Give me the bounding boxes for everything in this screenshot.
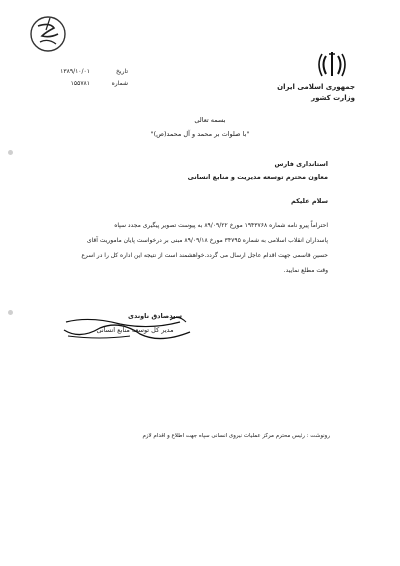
recipient-line-2: معاون محترم توسعه مدیریت و منابع انسانی [187, 173, 328, 181]
ministry-line-1: جمهوری اسلامی ایران [277, 83, 355, 91]
date-label: تاریخ [116, 68, 128, 75]
handwritten-signature [60, 310, 200, 350]
iran-emblem-icon [315, 50, 349, 80]
body-line: حسین قاسمی جهت اقدام عاجل ارسال می گردد.خواهشمند است از نتیجه این اداره کل را در اسرع [81, 252, 328, 259]
greeting: سلام علیکم [291, 197, 328, 205]
signatory-title: مدیر کل توسعه منابع انسانی [96, 326, 174, 334]
ministry-logo-text [277, 82, 355, 104]
ministry-line-2: وزارت کشور [311, 94, 355, 102]
recipient-line-1: استانداری فارس [274, 160, 328, 168]
number-label: شماره [111, 80, 128, 87]
bismillah: بسمه تعالی [194, 116, 226, 124]
date-value: ۱۳۸۹/۱۰/۰۱ [60, 68, 90, 75]
punch-hole [8, 310, 13, 315]
body-line: احتراماً پیرو نامه شماره ۱۹۴۳۷۶۸ مورخ ۸۹/۰۹/۲۲ به پیوست تصویر پیگیری مجدد سپاه [114, 222, 328, 229]
body-line: پاسداران انقلاب اسلامی به شماره ۳۴۷۹۵ مورخ ۸۹/۰۹/۱۸ مبنی بر درخواست پایان ماموریت آقای [86, 237, 328, 244]
signatory-name: سیدصادق ناوندی [127, 312, 182, 320]
body-line: وقت مطلع نمایید. [283, 267, 328, 274]
handwritten-stamp-mark [28, 14, 68, 54]
cc-line: رونوشت : رئیس محترم مرکز عملیات نیروی انسانی سپاه جهت اطلاع و اقدام لازم [142, 433, 330, 439]
number-value: ۱۵۵۷۸۱ [70, 80, 90, 87]
salawat: "با صلوات بر محمد و آل محمد(ص)" [150, 130, 250, 138]
punch-hole [8, 150, 13, 155]
